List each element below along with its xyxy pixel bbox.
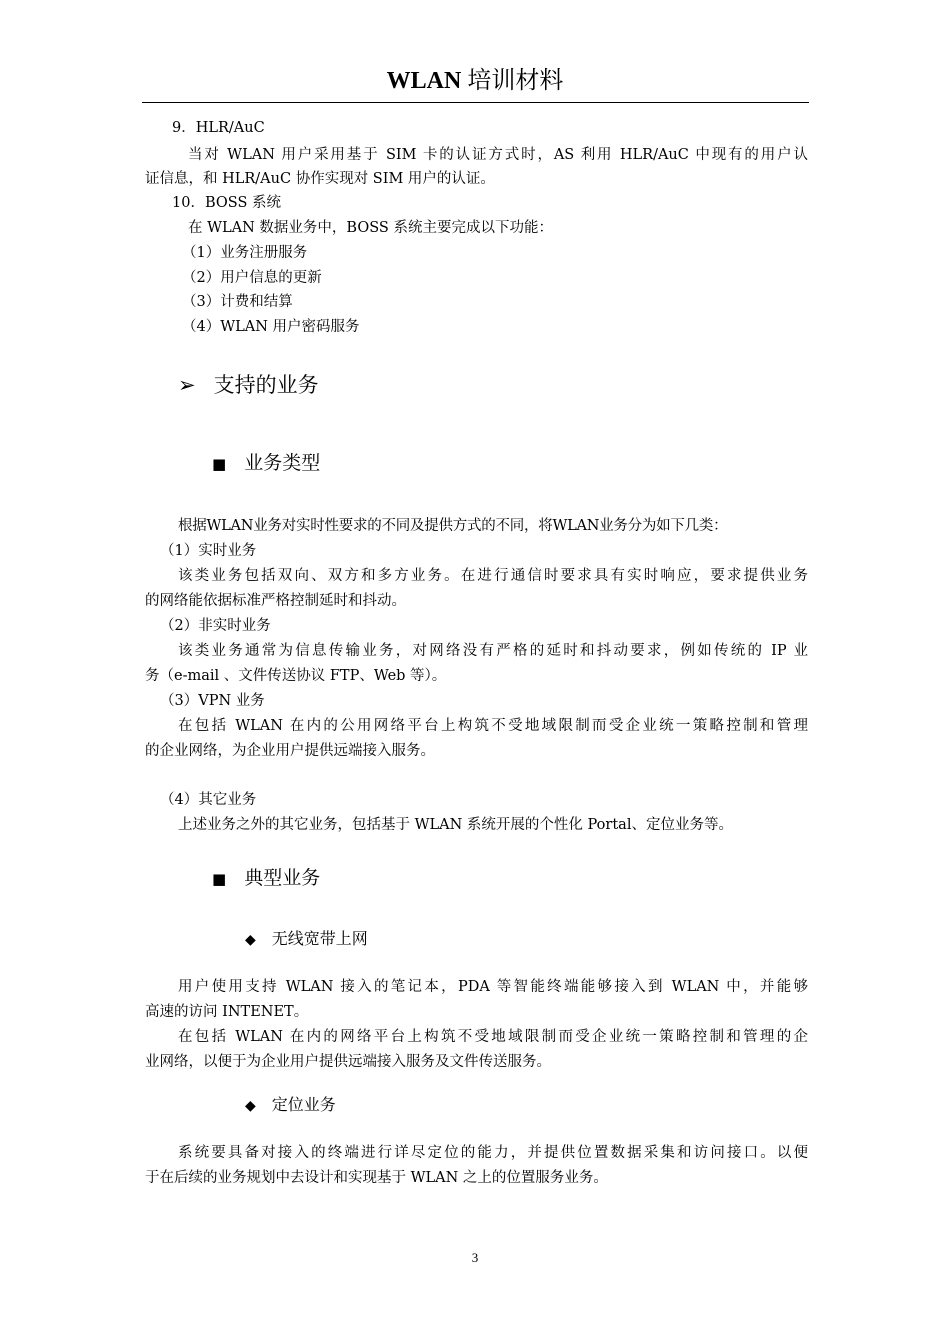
nonrealtime-para-line-2: 务（e-mail 、文件传送协议 FTP、Web 等）。 <box>145 668 447 684</box>
section-9-para-line-1: 当对 WLAN 用户采用基于 SIM 卡的认证方式时，AS 利用 HLR/AuC 中现有的用户认 <box>188 147 808 163</box>
vpn-para-line-2: 的企业网络，为企业用户提供远端接入服务。 <box>145 743 435 759</box>
diamond-bullet-icon: ◆ <box>245 932 256 948</box>
square-bullet-icon: ■ <box>212 455 227 473</box>
location-service-heading <box>245 1094 336 1117</box>
vpn-heading: （3）VPN 业务 <box>160 693 265 709</box>
section-9-heading: 9．HLR/AuC <box>172 120 265 136</box>
header-rule <box>142 102 809 103</box>
other-services-para: 上述业务之外的其它业务，包括基于 WLAN 系统开展的个性化 Portal、定位业务等。 <box>178 817 733 833</box>
nonrealtime-heading: （2）非实时业务 <box>160 618 271 634</box>
broadband-para-1-line-1: 用户使用支持 WLAN 接入的笔记本，PDA 等智能终端能够接入到 WLAN 中，并能够 <box>178 979 808 995</box>
broadband-para-2-line-1: 在包括 WLAN 在内的网络平台上构筑不受地域限制而受企业统一策略控制和管理的企 <box>178 1029 808 1045</box>
typical-services-title: 典型业务 <box>244 867 321 889</box>
location-para-line-1: 系统要具备对接入的终端进行详尽定位的能力，并提供位置数据采集和访问接口。以便 <box>178 1145 808 1161</box>
service-types-title: 业务类型 <box>244 452 321 474</box>
header-title-cjk: 培训材料 <box>461 68 564 94</box>
location-para-line-2: 于在后续的业务规划中去设计和实现基于 WLAN 之上的位置服务业务。 <box>145 1170 608 1186</box>
service-types-intro: 根据WLAN业务对实时性要求的不同及提供方式的不同，将WLAN业务分为如下几类： <box>178 518 728 534</box>
supported-services-title: 支持的业务 <box>213 373 319 397</box>
broadband-para-2-line-2: 业网络，以便于为企业用户提供远端接入服务及文件传送服务。 <box>145 1054 551 1070</box>
vpn-para-line-1: 在包括 WLAN 在内的公用网络平台上构筑不受地域限制而受企业统一策略控制和管理 <box>178 718 808 734</box>
boss-function-item: （3）计费和结算 <box>182 294 293 310</box>
other-services-heading: （4）其它业务 <box>160 792 257 808</box>
section-10-intro: 在 WLAN 数据业务中，BOSS 系统主要完成以下功能： <box>188 220 553 236</box>
section-9-para-line-2: 证信息，和 HLR/AuC 协作实现对 SIM 用户的认证。 <box>145 171 495 187</box>
header-title-latin: WLAN <box>386 68 462 94</box>
location-service-title: 定位业务 <box>271 1095 336 1114</box>
wireless-broadband-heading <box>245 928 368 951</box>
boss-function-item: （2）用户信息的更新 <box>182 270 322 286</box>
typical-services-heading <box>212 865 320 892</box>
nonrealtime-para-line-1: 该类业务通常为信息传输业务，对网络没有严格的延时和抖动要求，例如传统的 IP 业 <box>178 643 808 659</box>
square-bullet-icon: ■ <box>212 870 227 888</box>
arrow-bullet-icon: ➢ <box>178 373 196 397</box>
broadband-para-1-line-2: 高速的访问 INTENET。 <box>145 1004 309 1020</box>
supported-services-heading <box>178 371 319 399</box>
page-header-title <box>0 60 950 95</box>
realtime-para-line-1: 该类业务包括双向、双方和多方业务。在进行通信时要求具有实时响应，要求提供业务 <box>178 568 808 584</box>
realtime-para-line-2: 的网络能依据标准严格控制延时和抖动。 <box>145 593 406 609</box>
boss-function-item: （4）WLAN 用户密码服务 <box>182 319 360 335</box>
service-types-heading <box>212 450 320 477</box>
realtime-heading: （1）实时业务 <box>160 543 257 559</box>
wireless-broadband-title: 无线宽带上网 <box>271 929 368 948</box>
diamond-bullet-icon: ◆ <box>245 1098 256 1114</box>
boss-function-item: （1）业务注册服务 <box>182 245 308 261</box>
page-number: 3 <box>471 1250 479 1265</box>
section-10-heading: 10．BOSS 系统 <box>172 195 281 211</box>
